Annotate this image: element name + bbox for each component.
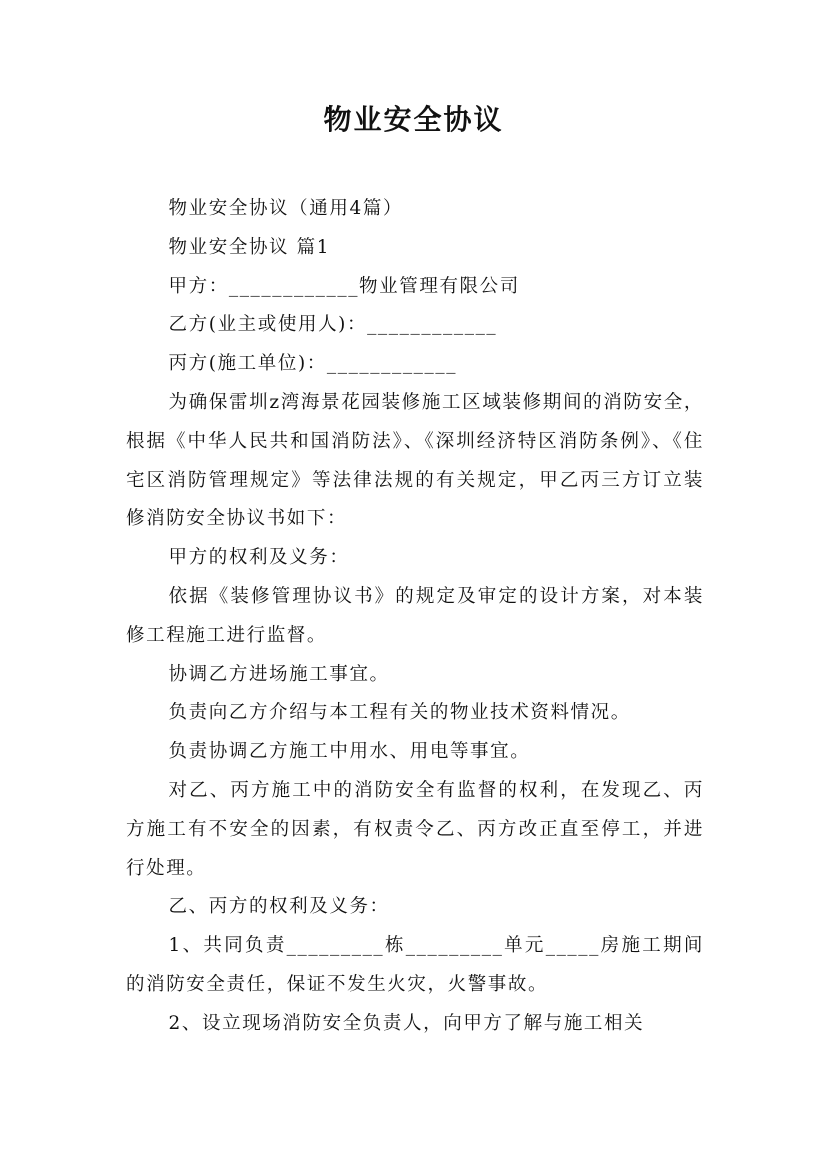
paragraph-preamble: 为确保雷圳z湾海景花园装修施工区域装修期间的消防安全，根据《中华人民共和国消防法》、《深圳经济特区消防条例》、《住宅区消防管理规定》等法律法规的有关规定，甲乙丙三方订立装修消防安全协议书如下： bbox=[126, 391, 704, 530]
paragraph-water-electricity: 负责协调乙方施工中用水、用电等事宜。 bbox=[168, 741, 531, 763]
paragraph-supervision: 依据《装修管理协议书》的规定及审定的设计方案，对本装修工程施工进行监督。 bbox=[126, 585, 704, 646]
paragraph-party-bc-rights-heading: 乙、丙方的权利及义务： bbox=[168, 896, 390, 918]
paragraph-party-a: 甲方：____________物业管理有限公司 bbox=[168, 275, 520, 297]
paragraph-section-heading: 物业安全协议 篇1 bbox=[168, 236, 331, 258]
paragraph-party-c: 丙方(施工单位)：____________ bbox=[168, 353, 458, 375]
paragraph-subtitle: 物业安全协议（通用4篇） bbox=[168, 198, 404, 219]
paragraph-coordinate-entry: 协调乙方进场施工事宜。 bbox=[168, 663, 390, 685]
paragraph-party-b: 乙方(业主或使用人)：____________ bbox=[168, 314, 498, 336]
paragraph-fire-supervision: 对乙、丙方施工中的消防安全有监督的权利，在发现乙、丙方施工有不安全的因素，有权责令乙、丙方改正直至停工，并进行处理。 bbox=[126, 779, 704, 879]
paragraph-item-2: 2、设立现场消防安全负责人，向甲方了解与施工相关 bbox=[168, 1012, 645, 1034]
document-body bbox=[126, 190, 704, 1044]
paragraph-party-a-rights-heading: 甲方的权利及义务： bbox=[168, 547, 350, 569]
document-title: 物业安全协议 bbox=[323, 103, 504, 136]
paragraph-technical-info: 负责向乙方介绍与本工程有关的物业技术资料情况。 bbox=[168, 702, 631, 724]
paragraph-item-1: 1、共同负责_________栋_________单元_____房施工期间的消防安全责任，保证不发生火灾，火警事故。 bbox=[126, 935, 704, 995]
